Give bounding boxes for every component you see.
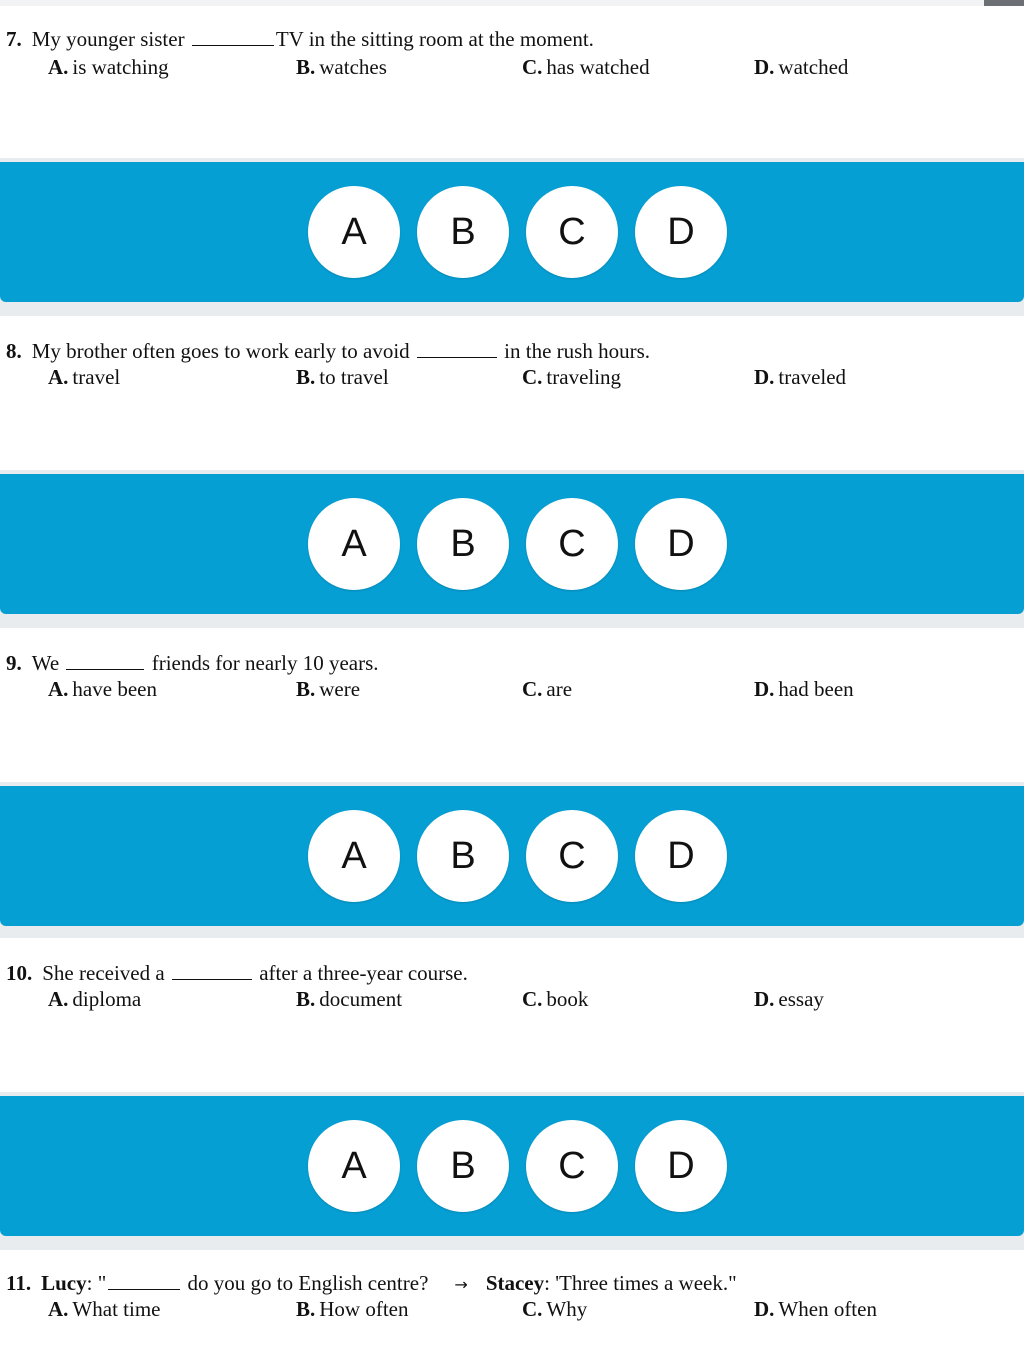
option-text: to travel — [319, 365, 389, 389]
option-letter: B. — [296, 55, 316, 79]
option-d — [754, 54, 848, 80]
option-text: What time — [72, 1297, 161, 1321]
question-card-8 — [0, 316, 1024, 470]
question-card-10 — [0, 938, 1024, 1092]
answer-button-a[interactable]: A — [308, 810, 400, 902]
answer-button-c[interactable]: C — [526, 498, 618, 590]
answer-blank — [108, 1271, 180, 1290]
answer-bar-9 — [0, 786, 1024, 926]
option-d — [754, 676, 854, 702]
answer-button-d[interactable]: D — [635, 1120, 727, 1212]
option-letter: B. — [296, 677, 316, 701]
question-stem-before: She received a — [42, 961, 165, 985]
option-text: document — [319, 987, 403, 1011]
option-text: traveling — [546, 365, 622, 389]
question-stem-after: after a three-year course. — [259, 961, 468, 985]
option-text: travel — [72, 365, 121, 389]
option-letter: B. — [296, 365, 316, 389]
option-letter: B. — [296, 1297, 316, 1321]
option-d — [754, 1296, 877, 1322]
answer-button-b[interactable]: B — [417, 1120, 509, 1212]
option-letter: D. — [754, 55, 775, 79]
option-d — [754, 364, 846, 390]
option-letter: A. — [48, 365, 69, 389]
answer-blank — [417, 339, 497, 358]
answer-button-b[interactable]: B — [417, 498, 509, 590]
answer-bar-7 — [0, 162, 1024, 302]
option-text: How often — [319, 1297, 409, 1321]
option-letter: C. — [522, 1297, 543, 1321]
option-b — [296, 676, 360, 702]
answer-blank — [66, 651, 144, 670]
option-c — [522, 364, 621, 390]
question-text — [6, 338, 650, 364]
option-text: had been — [778, 677, 854, 701]
option-a — [48, 1296, 160, 1322]
option-letter: A. — [48, 677, 69, 701]
option-text: Why — [546, 1297, 588, 1321]
answer-button-a[interactable]: A — [308, 186, 400, 278]
answer-bar-10 — [0, 1096, 1024, 1236]
option-text: watches — [319, 55, 387, 79]
option-a — [48, 986, 141, 1012]
option-text: watched — [778, 55, 849, 79]
question-text — [6, 1270, 737, 1298]
question-stem-after: friends for nearly 10 years. — [151, 651, 379, 675]
question-number: 7. — [6, 27, 22, 51]
option-letter: C. — [522, 987, 543, 1011]
option-letter: A. — [48, 55, 69, 79]
answer-blank — [172, 961, 252, 980]
question-stem-before: My younger sister — [31, 27, 185, 51]
option-letter: C. — [522, 55, 543, 79]
answer-button-d[interactable]: D — [635, 810, 727, 902]
answer-button-d[interactable]: D — [635, 498, 727, 590]
option-text: book — [546, 987, 589, 1011]
question-number: 10. — [6, 961, 33, 985]
option-b — [296, 54, 387, 80]
option-letter: A. — [48, 987, 69, 1011]
question-number: 11. — [6, 1271, 32, 1295]
question-stem-before: : " — [86, 1271, 107, 1295]
question-stem-after: in the rush hours. — [504, 339, 650, 363]
question-text — [6, 650, 379, 676]
option-letter: D. — [754, 365, 775, 389]
question-number: 9. — [6, 651, 22, 675]
option-letter: D. — [754, 677, 775, 701]
option-text: are — [546, 677, 573, 701]
option-d — [754, 986, 824, 1012]
question-text — [6, 960, 468, 986]
arrow-icon: → — [454, 1275, 468, 1294]
question-stem-before: We — [31, 651, 60, 675]
question-stem-after: TV in the sitting room at the moment. — [275, 27, 594, 51]
answer-button-c[interactable]: C — [526, 186, 618, 278]
option-letter: C. — [522, 677, 543, 701]
answer-button-a[interactable]: A — [308, 498, 400, 590]
answer-button-c[interactable]: C — [526, 1120, 618, 1212]
option-a — [48, 54, 169, 80]
option-b — [296, 1296, 409, 1322]
answer-bar-8 — [0, 474, 1024, 614]
option-letter: B. — [296, 987, 316, 1011]
answer-button-a[interactable]: A — [308, 1120, 400, 1212]
question-number: 8. — [6, 339, 22, 363]
option-letter: D. — [754, 987, 775, 1011]
option-letter: A. — [48, 1297, 69, 1321]
option-text: has watched — [546, 55, 650, 79]
option-a — [48, 364, 120, 390]
answer-button-c[interactable]: C — [526, 810, 618, 902]
option-c — [522, 54, 650, 80]
answer-button-b[interactable]: B — [417, 810, 509, 902]
question-card-11 — [0, 1250, 1024, 1371]
reply-text: : 'Three times a week." — [544, 1271, 737, 1295]
option-letter: D. — [754, 1297, 775, 1321]
option-text: When often — [778, 1297, 877, 1321]
option-text: were — [319, 677, 361, 701]
option-c — [522, 986, 588, 1012]
question-card-7 — [0, 6, 1024, 158]
question-card-9 — [0, 628, 1024, 782]
option-c — [522, 1296, 587, 1322]
option-letter: C. — [522, 365, 543, 389]
option-text: traveled — [778, 365, 847, 389]
speaker-stacey: Stacey — [485, 1271, 545, 1295]
answer-button-d[interactable]: D — [635, 186, 727, 278]
option-text: have been — [72, 677, 157, 701]
answer-blank — [192, 27, 274, 46]
answer-button-b[interactable]: B — [417, 186, 509, 278]
option-c — [522, 676, 572, 702]
question-stem-before: My brother often goes to work early to avoid — [31, 339, 410, 363]
option-text: is watching — [72, 55, 169, 79]
option-b — [296, 986, 402, 1012]
question-stem-after: do you go to English centre? — [187, 1271, 429, 1295]
option-text: diploma — [72, 987, 142, 1011]
question-text — [6, 26, 594, 52]
option-a — [48, 676, 157, 702]
option-b — [296, 364, 389, 390]
option-text: essay — [778, 987, 824, 1011]
speaker-lucy: Lucy — [41, 1271, 87, 1295]
